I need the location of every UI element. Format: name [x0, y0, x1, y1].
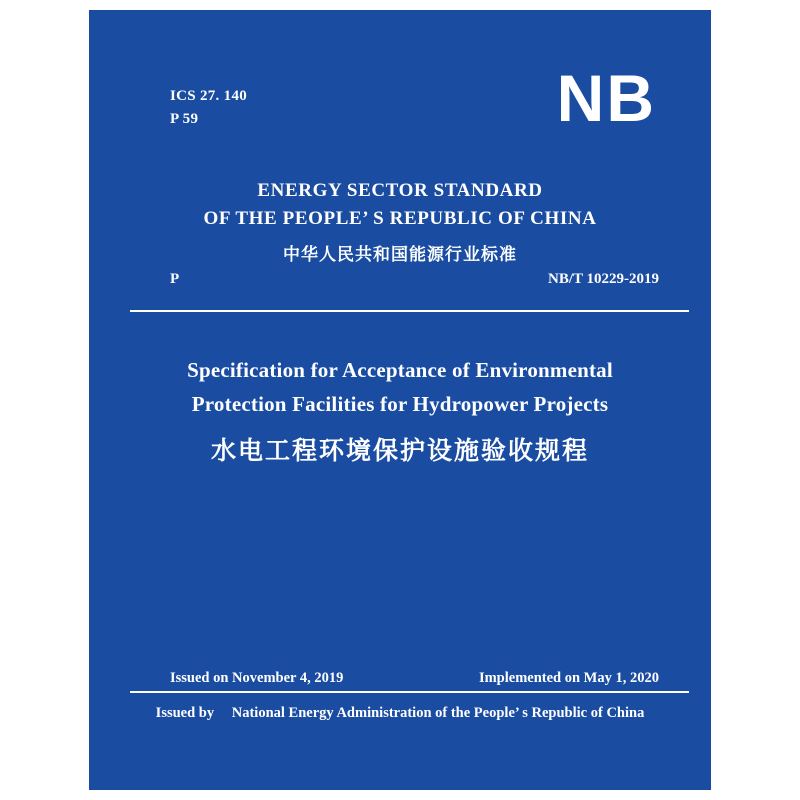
- ics-number: ICS 27. 140: [170, 88, 248, 104]
- divider-top: [130, 310, 689, 312]
- issued-by-label: Issued by: [155, 705, 215, 721]
- issued-on-date: Issued on November 4, 2019: [170, 670, 344, 686]
- issuer-row: [89, 705, 711, 722]
- organization-line-chinese: 中华人民共和国能源行业标准: [283, 245, 517, 266]
- standard-number: NB/T 10229-2019: [548, 271, 659, 287]
- issuing-organization-block: [89, 177, 711, 265]
- nb-logo: NB: [556, 61, 656, 135]
- standard-cover-page: [89, 10, 711, 790]
- implemented-on-date: Implemented on May 1, 2020: [478, 670, 659, 686]
- divider-bottom: [130, 691, 689, 693]
- issuer-name: National Energy Administration of the People’ s Republic of China: [231, 705, 645, 721]
- classification-code: P: [170, 271, 180, 287]
- standard-code-row: [170, 271, 659, 288]
- title-chinese: 水电工程环境保护设施验收规程: [210, 436, 589, 466]
- ics-classification-block: [170, 85, 247, 130]
- ccs-number: P 59: [170, 110, 199, 127]
- organization-line-1: ENERGY SECTOR STANDARD: [257, 180, 543, 201]
- title-english-line-2: Protection Facilities for Hydropower Projects: [191, 392, 609, 417]
- document-title-block: [129, 353, 671, 467]
- dates-row: [170, 670, 659, 687]
- title-english-line-1: Specification for Acceptance of Environmental: [187, 358, 613, 382]
- organization-line-2: OF THE PEOPLE’ S REPUBLIC OF CHINA: [203, 207, 597, 229]
